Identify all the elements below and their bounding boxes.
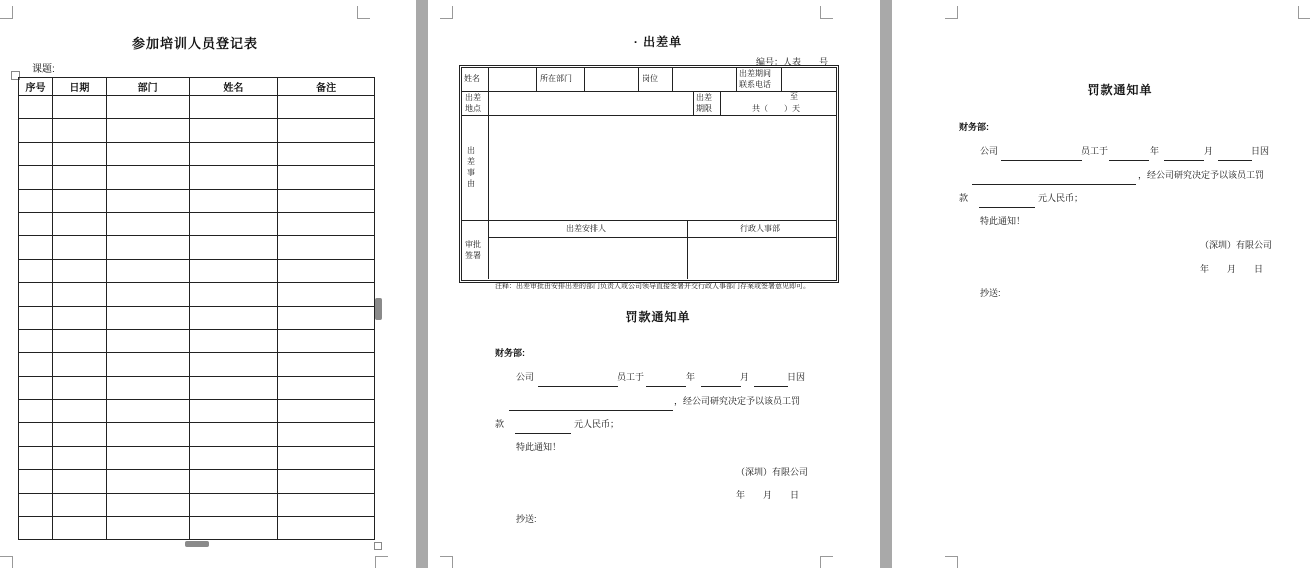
table-row	[19, 376, 375, 399]
name-label: 姓名	[464, 74, 480, 83]
table-cell[interactable]	[106, 493, 189, 516]
table-row	[19, 306, 375, 329]
table-cell[interactable]	[106, 400, 189, 423]
form-line	[461, 91, 836, 92]
table-cell[interactable]	[189, 96, 278, 119]
table-cell[interactable]	[106, 306, 189, 329]
dept-label: 所在部门	[540, 74, 572, 83]
recipient-label: 财务部:	[495, 348, 525, 358]
margin-corner-mark	[945, 556, 958, 568]
notice-text: 特此通知！	[516, 442, 562, 452]
table-cell[interactable]	[106, 423, 189, 446]
arranger-label: 出差安排人	[566, 224, 606, 233]
page-fine-notice	[892, 0, 1310, 568]
table-row	[19, 283, 375, 306]
table-cell[interactable]	[52, 517, 106, 540]
table-cell[interactable]	[52, 470, 106, 493]
table-cell[interactable]	[52, 306, 106, 329]
day-blank	[1218, 160, 1252, 161]
approval-label: 审批签署	[465, 240, 481, 260]
table-cell[interactable]	[189, 517, 278, 540]
table-cell[interactable]	[189, 400, 278, 423]
year-blank	[646, 386, 686, 387]
location-label: 出差地点	[465, 93, 481, 113]
date-line: 年 月 日	[736, 490, 800, 500]
table-cell[interactable]	[278, 376, 375, 399]
column-header: 日期	[52, 78, 106, 96]
form-line	[584, 67, 585, 91]
table-cell[interactable]	[19, 400, 53, 423]
table-cell[interactable]	[19, 517, 53, 540]
form-line	[488, 237, 836, 238]
table-cell[interactable]	[106, 376, 189, 399]
table-cell[interactable]	[278, 189, 375, 212]
form-line	[672, 67, 673, 91]
table-cell[interactable]	[278, 446, 375, 469]
contact-label: 出差期间	[739, 69, 771, 78]
page-travel-and-fine	[428, 0, 880, 568]
table-cell[interactable]	[19, 142, 53, 165]
month-blank	[1164, 160, 1204, 161]
table-cell[interactable]	[189, 423, 278, 446]
form-line	[687, 220, 688, 279]
table-cell[interactable]	[52, 142, 106, 165]
table-row	[19, 446, 375, 469]
table-row	[19, 329, 375, 352]
column-header: 备注	[278, 78, 375, 96]
topic-label: 课题:	[32, 64, 55, 75]
table-cell[interactable]	[278, 259, 375, 282]
table-cell[interactable]	[278, 423, 375, 446]
table-row	[19, 493, 375, 516]
currency-label: 元人民币；	[1038, 193, 1084, 203]
margin-corner-mark	[375, 556, 388, 568]
table-row	[19, 353, 375, 376]
table-cell[interactable]	[52, 423, 106, 446]
table-cell[interactable]	[278, 306, 375, 329]
table-row	[19, 423, 375, 446]
table-cell[interactable]	[106, 166, 189, 189]
table-cell[interactable]	[189, 119, 278, 142]
company-label: 公司	[980, 146, 999, 156]
margin-corner-mark	[440, 556, 453, 568]
margin-corner-mark	[945, 6, 958, 19]
cc-label: 抄送:	[516, 514, 537, 524]
table-cell[interactable]	[19, 259, 53, 282]
table-cell[interactable]	[189, 306, 278, 329]
year-label: 年	[686, 372, 696, 382]
table-cell[interactable]	[106, 259, 189, 282]
table-row-handle-icon[interactable]	[185, 541, 209, 547]
travel-form-title: · 出差单	[633, 35, 683, 49]
table-cell[interactable]	[19, 376, 53, 399]
table-row	[19, 259, 375, 282]
table-cell[interactable]	[19, 119, 53, 142]
fine-notice-title: 罚款通知单	[625, 310, 691, 324]
amount-blank	[515, 433, 571, 434]
table-cell[interactable]	[278, 470, 375, 493]
company-blank	[538, 386, 618, 387]
table-cell[interactable]	[52, 189, 106, 212]
day-reason-label: 日因	[787, 372, 806, 382]
decision-text: ，经公司研究决定予以该员工罚	[1138, 170, 1265, 180]
travel-form-number: 编号：人表 号	[756, 57, 829, 67]
table-cell[interactable]	[19, 283, 53, 306]
column-header: 序号	[19, 78, 53, 96]
form-line	[536, 67, 537, 91]
column-header: 部门	[106, 78, 189, 96]
month-blank	[701, 386, 741, 387]
fine-notice-title: 罚款通知单	[1087, 83, 1153, 97]
table-cell[interactable]	[52, 212, 106, 235]
table-cell[interactable]	[52, 166, 106, 189]
form-line	[693, 91, 694, 115]
to-label: 至	[790, 92, 798, 101]
table-cell[interactable]	[189, 236, 278, 259]
table-row	[19, 212, 375, 235]
table-cell[interactable]	[189, 189, 278, 212]
table-cell[interactable]	[106, 236, 189, 259]
table-cell[interactable]	[189, 376, 278, 399]
table-cell[interactable]	[278, 493, 375, 516]
table-cell[interactable]	[106, 283, 189, 306]
table-cell[interactable]	[106, 329, 189, 352]
date-line: 年 月 日	[1200, 264, 1264, 274]
margin-corner-mark	[820, 556, 833, 568]
table-cell[interactable]	[278, 166, 375, 189]
month-label: 月	[1204, 146, 1214, 156]
table-cell[interactable]	[189, 283, 278, 306]
page-registration-form	[0, 0, 416, 568]
table-row	[19, 119, 375, 142]
period-label: 出差期限	[696, 93, 712, 113]
form-line	[461, 220, 836, 221]
day-reason-label: 日因	[1251, 146, 1270, 156]
amount-blank	[979, 207, 1035, 208]
table-cell[interactable]	[106, 212, 189, 235]
month-label: 月	[740, 372, 750, 382]
table-cell[interactable]	[106, 119, 189, 142]
company-signature: （深圳）有限公司	[736, 467, 809, 477]
table-row	[19, 166, 375, 189]
table-cell[interactable]	[52, 236, 106, 259]
table-size-handle-icon[interactable]	[374, 542, 382, 550]
table-cell[interactable]	[19, 189, 53, 212]
cc-label: 抄送:	[980, 288, 1001, 298]
contact-label: 联系电话	[739, 80, 771, 89]
reason-label: 出差事由	[467, 146, 475, 188]
year-blank	[1109, 160, 1149, 161]
table-cell[interactable]	[106, 517, 189, 540]
table-cell[interactable]	[278, 236, 375, 259]
table-cell[interactable]	[19, 96, 53, 119]
table-cell[interactable]	[19, 493, 53, 516]
employee-label: 员工于	[1081, 146, 1109, 156]
margin-corner-mark	[440, 6, 453, 19]
form-line	[736, 67, 737, 91]
table-cell[interactable]	[189, 470, 278, 493]
day-blank	[754, 386, 788, 387]
column-header: 姓名	[189, 78, 278, 96]
table-cell[interactable]	[278, 353, 375, 376]
table-cell[interactable]	[278, 517, 375, 540]
table-cell[interactable]	[52, 493, 106, 516]
amount-prefix: 款	[495, 419, 505, 429]
table-cell[interactable]	[189, 259, 278, 282]
table-cell[interactable]	[52, 259, 106, 282]
recipient-label: 财务部:	[959, 122, 989, 132]
table-row	[19, 236, 375, 259]
table-cell[interactable]	[52, 446, 106, 469]
margin-corner-mark	[1298, 6, 1310, 19]
table-row	[19, 96, 375, 119]
table-cell[interactable]	[278, 119, 375, 142]
table-row	[19, 517, 375, 540]
table-cell[interactable]	[278, 142, 375, 165]
company-blank	[1001, 160, 1082, 161]
margin-corner-mark	[357, 6, 370, 19]
page-title: 参加培训人员登记表	[131, 36, 258, 51]
margin-corner-mark	[0, 556, 13, 568]
form-line	[781, 67, 782, 91]
table-cell[interactable]	[189, 166, 278, 189]
table-cell[interactable]	[19, 329, 53, 352]
table-cell[interactable]	[189, 353, 278, 376]
year-label: 年	[1150, 146, 1160, 156]
table-cell[interactable]	[189, 142, 278, 165]
table-cell[interactable]	[106, 470, 189, 493]
form-line	[720, 91, 721, 115]
table-cell[interactable]	[52, 119, 106, 142]
reason-blank	[509, 410, 673, 411]
table-cell[interactable]	[278, 329, 375, 352]
currency-label: 元人民币；	[574, 419, 620, 429]
margin-corner-mark	[820, 6, 833, 19]
travel-form-note: 注释：出差审批由安排出差的部门负责人或公司领导直接签署并交行政人事部门存案或签署意见即可。	[495, 283, 810, 290]
table-cell[interactable]	[189, 493, 278, 516]
amount-prefix: 款	[959, 193, 969, 203]
notice-text: 特此通知！	[980, 216, 1026, 226]
table-cell[interactable]	[19, 470, 53, 493]
table-cell[interactable]	[19, 353, 53, 376]
margin-corner-mark	[0, 6, 13, 19]
reason-blank	[972, 184, 1136, 185]
table-header-row	[19, 78, 375, 96]
position-label: 岗位	[642, 74, 658, 83]
table-cell[interactable]	[52, 353, 106, 376]
table-cell[interactable]	[106, 446, 189, 469]
decision-text: ，经公司研究决定予以该员工罚	[674, 396, 801, 406]
table-cell[interactable]	[52, 400, 106, 423]
table-cell[interactable]	[278, 400, 375, 423]
table-cell[interactable]	[278, 283, 375, 306]
hr-label: 行政人事部	[740, 224, 780, 233]
table-row	[19, 142, 375, 165]
table-row	[19, 470, 375, 493]
company-signature: （深圳）有限公司	[1200, 240, 1273, 250]
employee-label: 员工于	[617, 372, 645, 382]
table-resize-handle-icon[interactable]	[375, 298, 382, 320]
total-days-label: 共（ ）天	[752, 104, 800, 113]
table-cell[interactable]	[52, 329, 106, 352]
table-row	[19, 189, 375, 212]
table-cell[interactable]	[106, 353, 189, 376]
table-cell[interactable]	[19, 423, 53, 446]
form-line	[488, 67, 489, 279]
table-cell[interactable]	[19, 212, 53, 235]
travel-form-inner-border	[461, 67, 837, 281]
table-cell[interactable]	[52, 96, 106, 119]
table-cell[interactable]	[189, 446, 278, 469]
table-cell[interactable]	[189, 212, 278, 235]
table-cell[interactable]	[52, 283, 106, 306]
table-cell[interactable]	[19, 166, 53, 189]
form-line	[461, 115, 836, 116]
table-cell[interactable]	[19, 236, 53, 259]
table-cell[interactable]	[106, 96, 189, 119]
table-cell[interactable]	[19, 306, 53, 329]
company-label: 公司	[516, 372, 535, 382]
table-cell[interactable]	[19, 446, 53, 469]
table-row	[19, 400, 375, 423]
table-cell[interactable]	[106, 189, 189, 212]
registration-table	[18, 77, 375, 540]
table-cell[interactable]	[278, 96, 375, 119]
table-cell[interactable]	[278, 212, 375, 235]
form-line	[638, 67, 639, 91]
table-cell[interactable]	[106, 142, 189, 165]
table-cell[interactable]	[189, 329, 278, 352]
table-cell[interactable]	[52, 376, 106, 399]
